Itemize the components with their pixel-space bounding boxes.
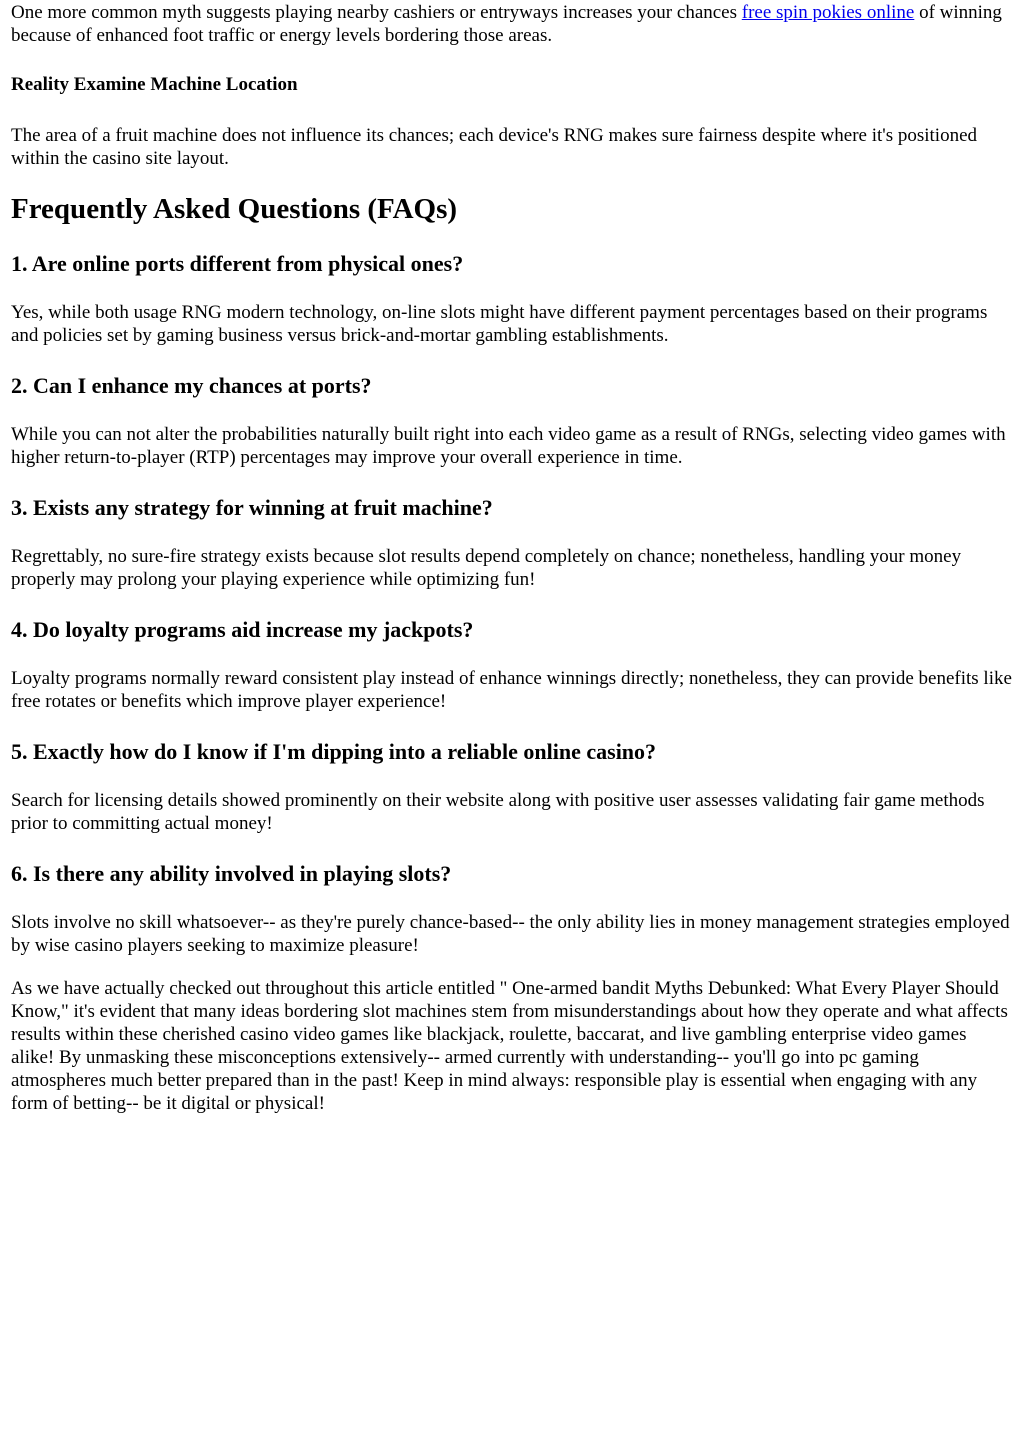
intro-text-before-link: One more common myth suggests playing nearby cashiers or entryways increases your chances [11, 2, 742, 23]
reality-heading: Reality Examine Machine Location [11, 74, 298, 95]
faq-question-3: 3. Exists any strategy for winning at fruit machine? [11, 495, 493, 520]
reality-paragraph: The area of a fruit machine does not influence its chances; each device's RNG makes sure fairness despite where it's positioned within the casino site layout. [11, 125, 978, 169]
faq-question-1: 1. Are online ports different from physical ones? [11, 251, 464, 276]
faq-question-5: 5. Exactly how do I know if I'm dipping into a reliable online casino? [11, 739, 657, 764]
faq-answer-2: While you can not alter the probabilities naturally built right into each video game as a result of RNGs, selecting video games with higher return-to-player (RTP) percentages may improve your overall experience in time. [11, 424, 1006, 468]
faq-list [11, 251, 1013, 957]
faq-answer-5: Search for licensing details showed prominently on their website along with positive user assesses validating fair game methods prior to committing actual money! [11, 790, 985, 834]
faq-answer-4: Loyalty programs normally reward consistent play instead of enhance winnings directly; nonetheless, they can provide benefits like free rotates or benefits which improve player experience! [11, 668, 1012, 712]
free-spin-pokies-link[interactable]: free spin pokies online [741, 2, 915, 23]
faq-answer-1: Yes, while both usage RNG modern technology, on-line slots might have different payment percentages based on their programs and policies set by gaming business versus brick-and-mortar gambling establishments. [11, 302, 988, 346]
faq-item-2 [11, 373, 1013, 469]
faq-item-6 [11, 861, 1013, 957]
faq-item-4 [11, 617, 1013, 713]
faq-answer-6: Slots involve no skill whatsoever-- as they're purely chance-based-- the only ability lies in money management strategies employed by wise casino players seeking to maximize pleasure! [11, 912, 1010, 956]
faq-item-5 [11, 739, 1013, 835]
intro-text-after-link: of winning because of enhanced foot traffic or energy levels bordering those areas. [11, 2, 1002, 46]
faq-question-6: 6. Is there any ability involved in playing slots? [11, 861, 452, 886]
faq-question-2: 2. Can I enhance my chances at ports? [11, 373, 372, 398]
faq-item-3 [11, 495, 1013, 591]
intro-paragraph [11, 1, 1013, 47]
conclusion-paragraph: As we have actually checked out throughout this article entitled " One-armed bandit Myths Debunked: What Every Player Should Know," it's evident that many ideas bordering slot machines stem from misunderstandings about how they operate and what affects results within these cherished casino video games like blackjack, roulette, baccarat, and live gambling enterprise video games alike! By unmasking these misconceptions extensively-- armed currently with understanding-- you'll go into pc gaming atmospheres much better prepared than in the past! Keep in mind always: responsible play is essential when engaging with any form of betting-- be it digital or physical! [11, 978, 1008, 1114]
article-body [0, 1, 1024, 1115]
faq-heading: Frequently Asked Questions (FAQs) [11, 193, 458, 225]
faq-item-1 [11, 251, 1013, 347]
faq-answer-3: Regrettably, no sure-fire strategy exists because slot results depend completely on chance; nonetheless, handling your money properly may prolong your playing experience while optimizing fun! [11, 546, 962, 590]
faq-question-4: 4. Do loyalty programs aid increase my jackpots? [11, 617, 474, 642]
